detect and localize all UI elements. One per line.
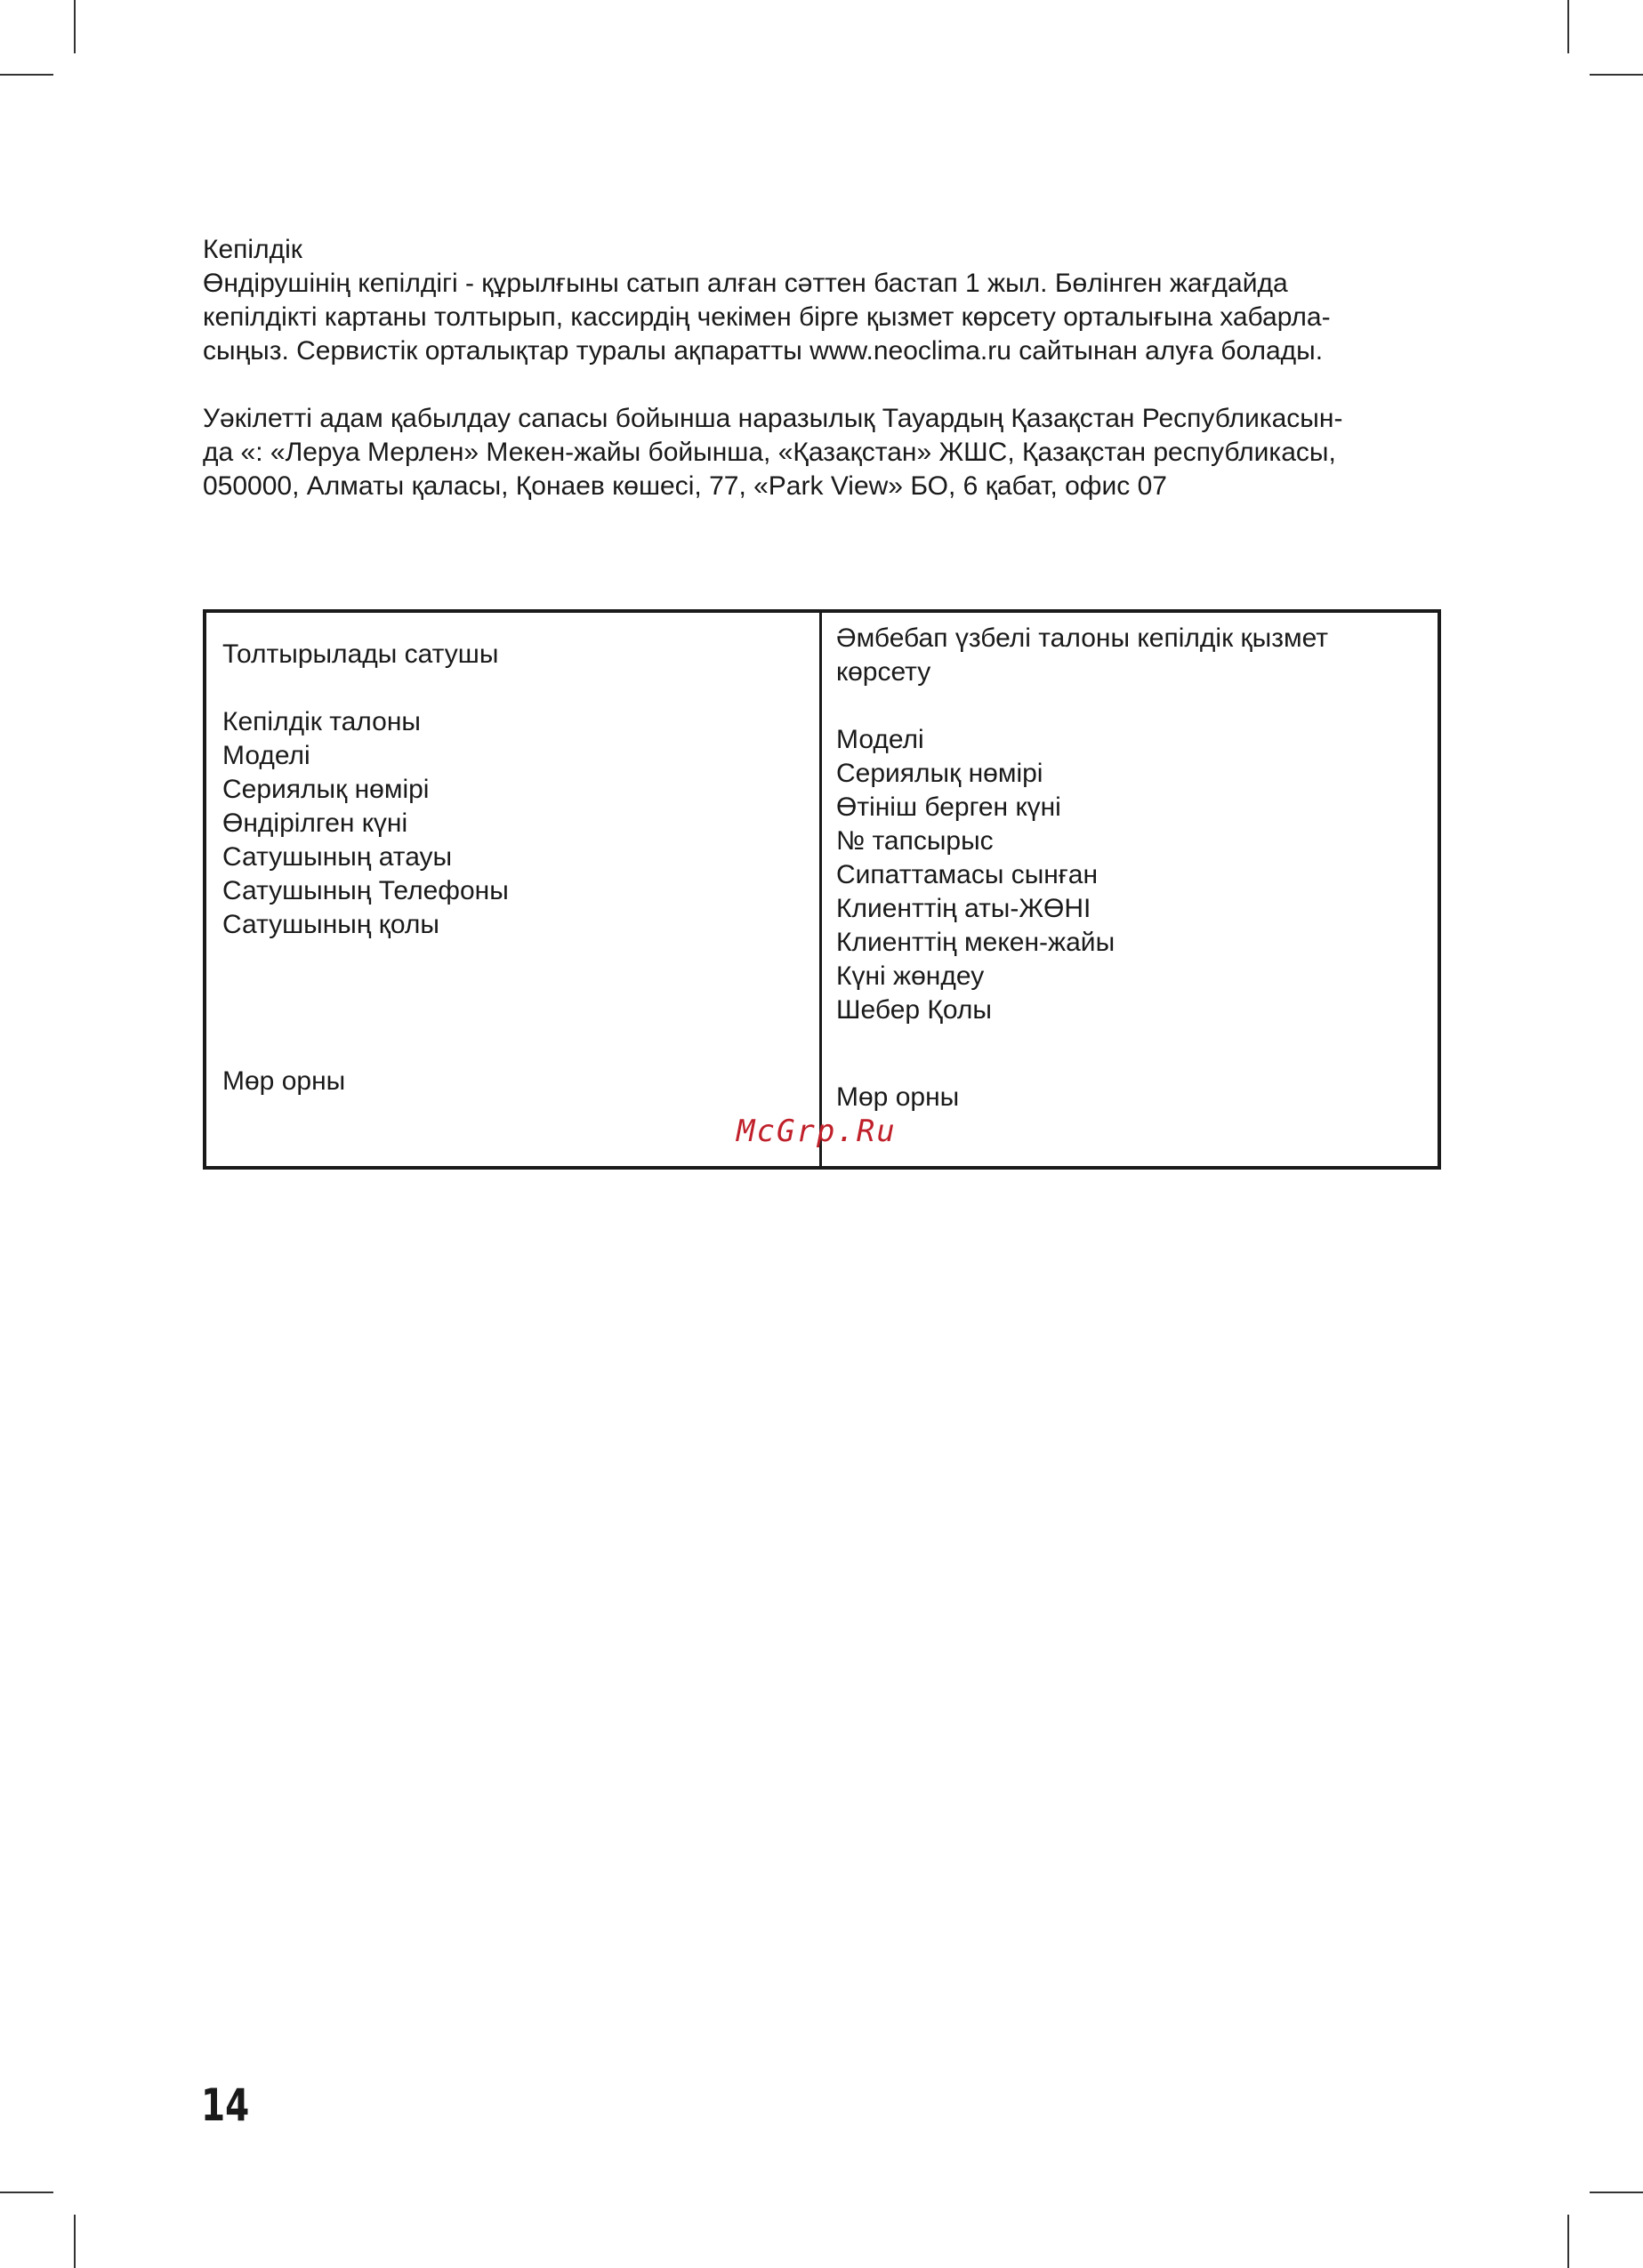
- coupon-field: № тапсырыс: [836, 826, 994, 856]
- intro-line: кепілдікті картаны толтырып, кассирдің чекімен бірге қызмет көрсету орталығына хабарла-: [203, 302, 1331, 332]
- coupon-field: Сериялық нөмірі: [836, 759, 1043, 788]
- seller-section-title: Толтырылады сатушы: [222, 639, 499, 669]
- authorized-representative-block: [203, 402, 1448, 503]
- watermark: McGrp.Ru: [737, 1114, 897, 1149]
- coupon-field: Клиенттің мекен-жайы: [836, 928, 1115, 957]
- intro-line: 050000, Алматы қаласы, Қонаев көшесі, 77, «Park View» БО, 6 қабат, офис 07: [203, 471, 1167, 501]
- coupon-field: Сатушының атауы: [222, 842, 453, 872]
- warranty-coupon: [203, 609, 1441, 1170]
- crop-mark: [0, 74, 53, 76]
- crop-mark: [1590, 74, 1643, 76]
- intro-line: сыңыз. Сервистік орталықтар туралы ақпаратты www.neoclima.ru сайтынан алуға болады.: [203, 336, 1324, 366]
- intro-line: Өндірушінің кепілдігі - құрылғыны сатып алған сәттен бастап 1 жыл. Бөлінген жағдайда: [203, 269, 1288, 298]
- intro-line: да «: «Леруа Мерлен» Мекен-жайы бойынша, «Қазақстан» ЖШС, Қазақстан республикасы,: [203, 438, 1336, 467]
- warranty-heading: Кепілдік: [203, 235, 302, 264]
- coupon-field: Шебер Қолы: [836, 995, 992, 1025]
- crop-mark: [1567, 2215, 1569, 2268]
- crop-mark: [1567, 0, 1569, 53]
- page-number: 14: [201, 2079, 250, 2131]
- coupon-field: Сипаттамасы сынған: [836, 860, 1099, 889]
- crop-mark: [74, 2215, 76, 2268]
- warranty-intro: [203, 233, 1448, 503]
- coupon-field: Сатушының Телефоны: [222, 876, 509, 905]
- service-section: [822, 613, 1438, 1166]
- crop-mark: [0, 2192, 53, 2193]
- coupon-field: Күні жөндеу: [836, 961, 985, 991]
- coupon-field: Өтініш берген күні: [836, 792, 1061, 822]
- coupon-field: Кепілдік талоны: [222, 707, 421, 736]
- coupon-field: Моделі: [222, 741, 310, 770]
- stamp-place: Мөр орны: [836, 1082, 960, 1112]
- coupon-field: Клиенттің аты-ЖӨНІ: [836, 894, 1091, 923]
- coupon-field: Сатушының қолы: [222, 910, 439, 939]
- stamp-place: Мөр орны: [222, 1066, 346, 1096]
- coupon-field: Моделі: [836, 725, 924, 754]
- coupon-field: Өндірілген күні: [222, 808, 408, 838]
- seller-section: [206, 613, 822, 1166]
- crop-mark: [74, 0, 76, 53]
- service-section-title: Әмбебап үзбелі талоны кепілдік қызмет көрсету: [836, 623, 1329, 687]
- coupon-field: Сериялық нөмірі: [222, 775, 430, 804]
- intro-line: Уәкілетті адам қабылдау сапасы бойынша наразылық Тауардың Қазақстан Республикасын-: [203, 404, 1343, 433]
- crop-mark: [1590, 2192, 1643, 2193]
